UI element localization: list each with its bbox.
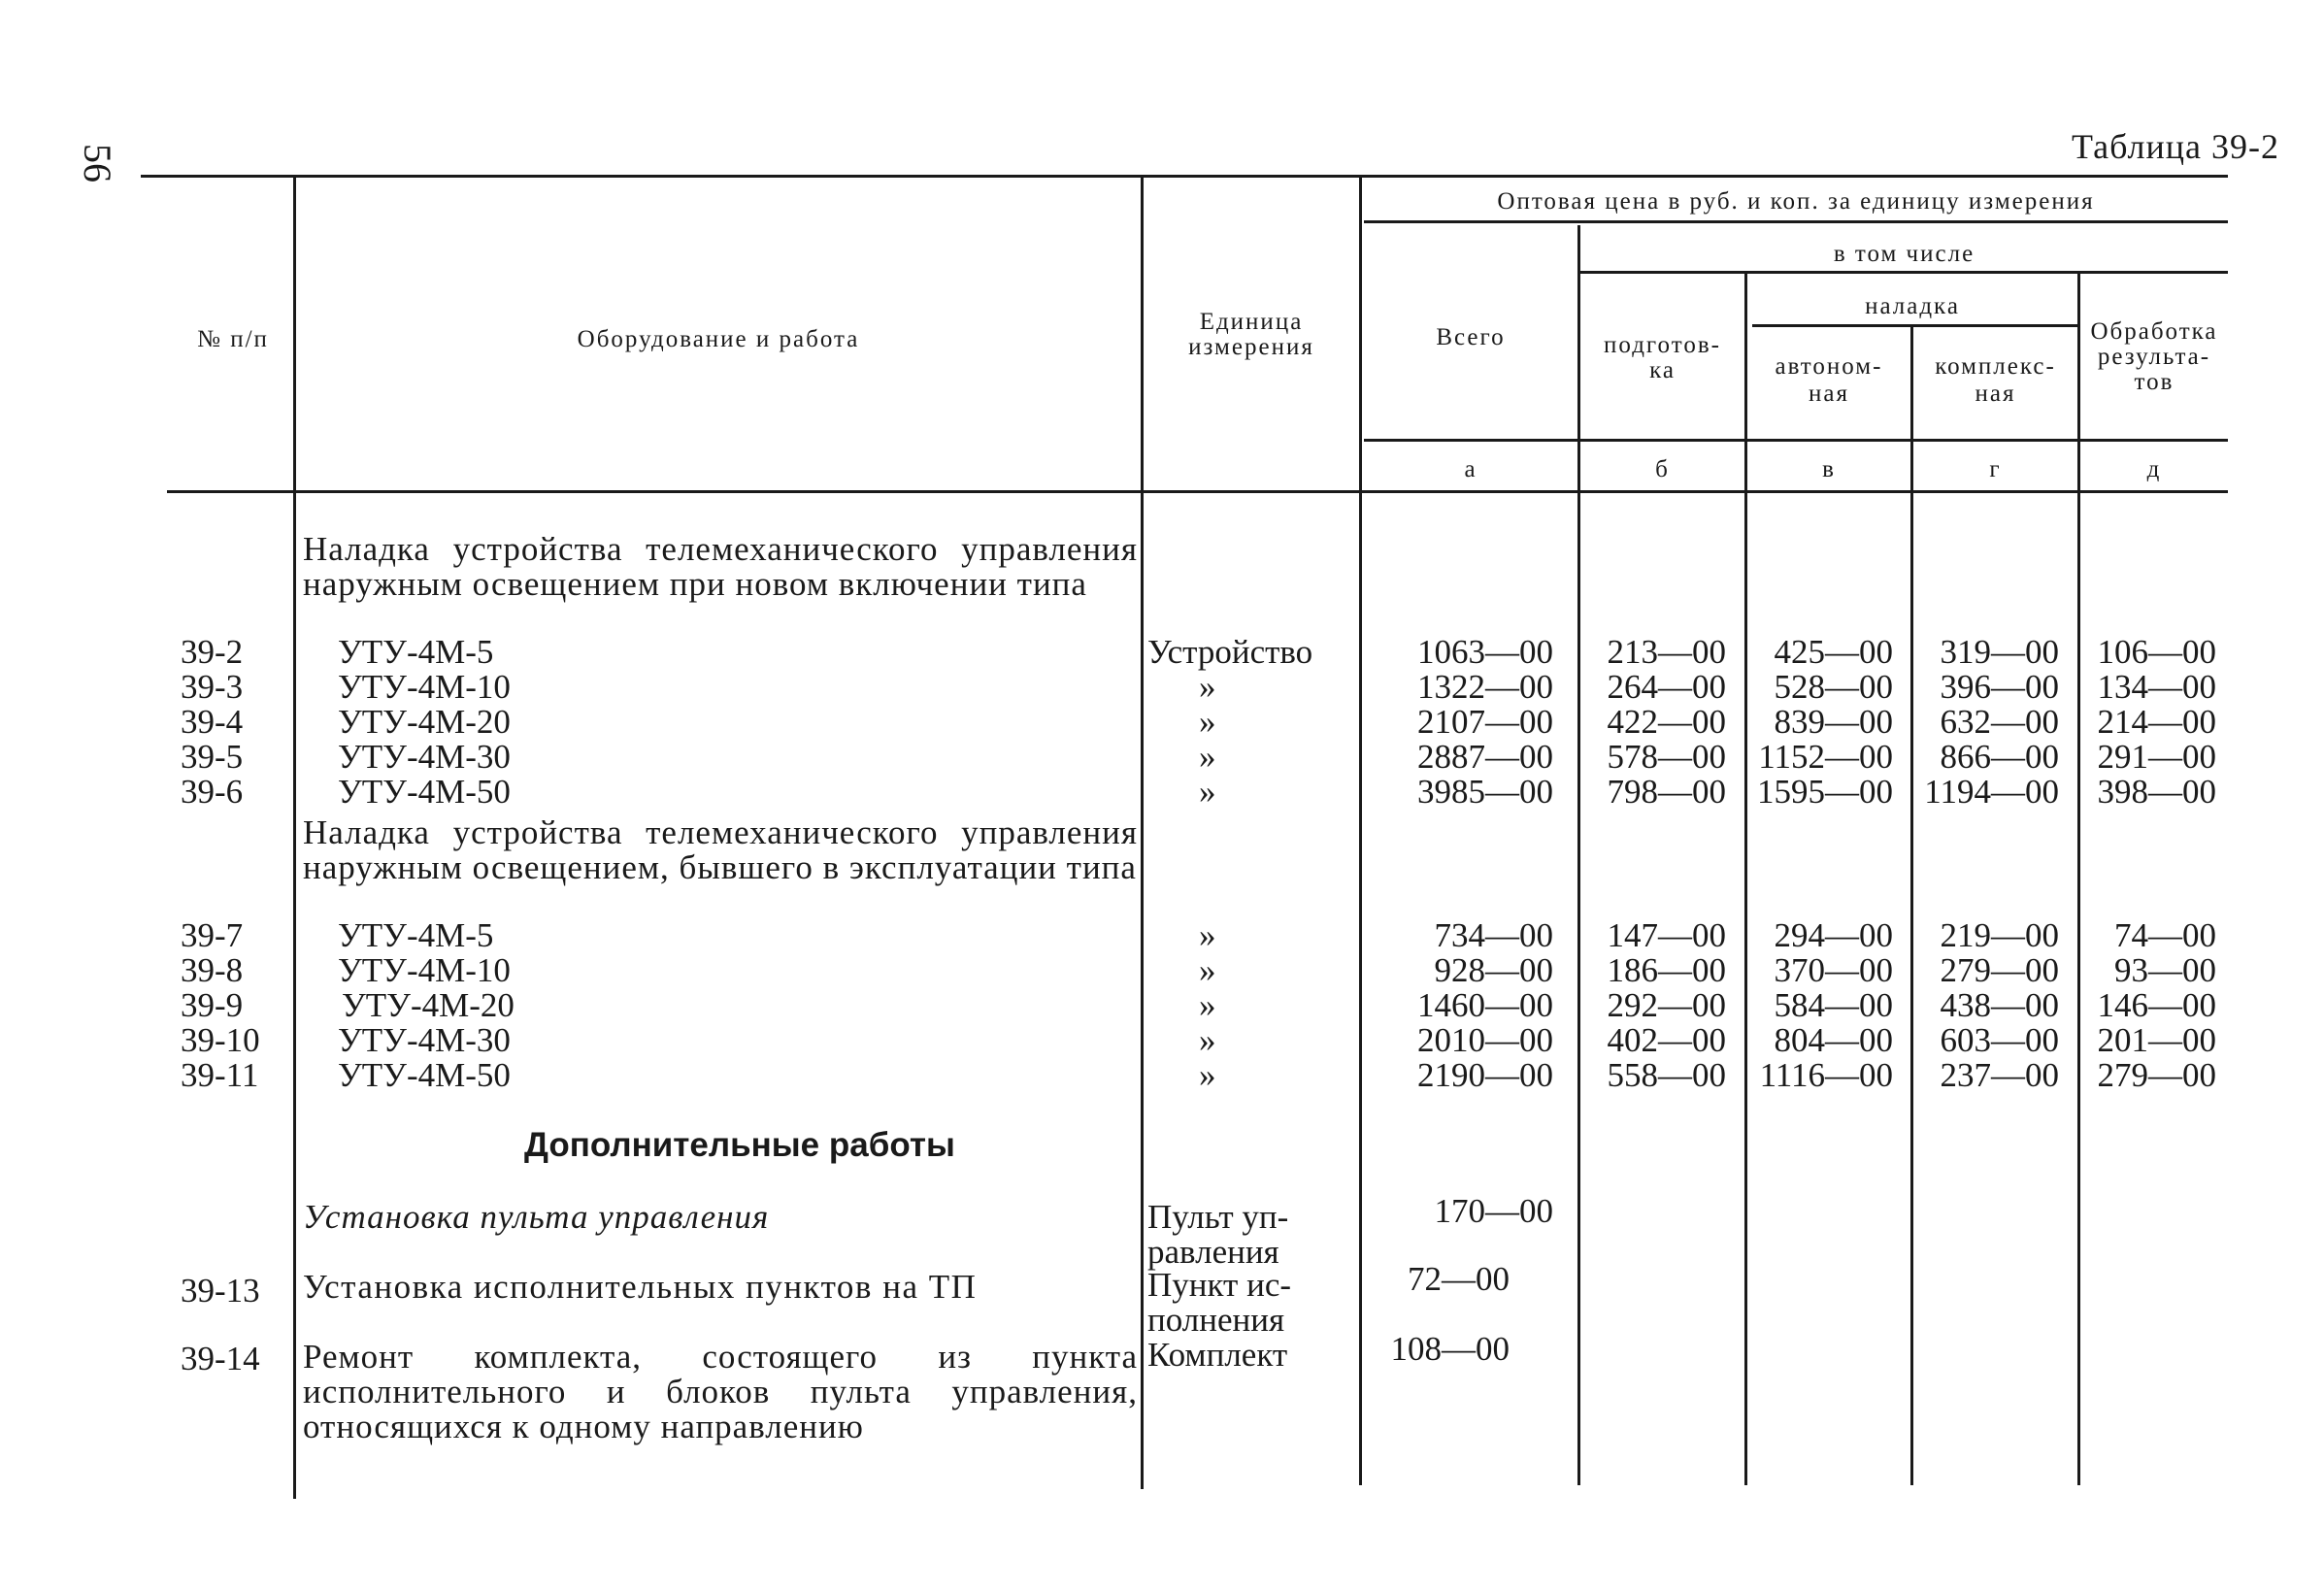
- header-letter-g: г: [1989, 456, 2002, 482]
- row-unit: »: [1199, 668, 1216, 706]
- col-line-3: [1359, 177, 1362, 1485]
- row-name: Установка исполнительных пунктов на ТП: [303, 1268, 978, 1306]
- header-auto-line1: автоном-: [1775, 353, 1883, 380]
- row-total: 1322—00: [1417, 668, 1553, 706]
- row-prep: 798—00: [1607, 773, 1726, 811]
- row-unit: »: [1199, 951, 1216, 989]
- row-unit-line2: полнения: [1147, 1301, 1285, 1339]
- col-line-2: [1141, 177, 1144, 1489]
- row-unit: Устройство: [1147, 633, 1313, 671]
- page-number: 56: [76, 144, 119, 182]
- row-name: УТУ-4М-30: [338, 738, 511, 776]
- row-no: 39-9: [181, 986, 244, 1024]
- row-prep: 422—00: [1607, 703, 1726, 741]
- row-name: УТУ-4М-10: [338, 951, 511, 989]
- row-name: УТУ-4М-10: [338, 668, 511, 706]
- row-total: 170—00: [1434, 1192, 1553, 1230]
- row-name: Ремонт комплекта, состоящего из пункта исполнительного и блоков пульта управления, относящихся к одному направлению: [303, 1338, 1138, 1445]
- row-complex: 438—00: [1940, 986, 2059, 1024]
- row-unit: »: [1199, 986, 1216, 1024]
- row-proc: 106—00: [2097, 633, 2216, 671]
- row-auto: 1595—00: [1757, 773, 1893, 811]
- letters-rule: [1364, 439, 2228, 442]
- row-no: 39-10: [181, 1021, 260, 1059]
- row-complex: 219—00: [1940, 916, 2059, 954]
- row-total: 72—00: [1408, 1260, 1510, 1298]
- row-unit-line2: равления: [1147, 1233, 1279, 1271]
- row-no: 39-13: [181, 1272, 260, 1310]
- header-proc-line1: Обработка: [2090, 318, 2218, 345]
- row-complex: 237—00: [1940, 1056, 2059, 1094]
- row-auto: 294—00: [1774, 916, 1893, 954]
- row-complex: 603—00: [1940, 1021, 2059, 1059]
- row-unit: »: [1199, 738, 1216, 776]
- row-prep: 264—00: [1607, 668, 1726, 706]
- row-no: 39-6: [181, 773, 244, 811]
- row-auto: 839—00: [1774, 703, 1893, 741]
- row-total: 1460—00: [1417, 986, 1553, 1024]
- header-complex-line1: комплекс-: [1935, 353, 2056, 380]
- row-prep: 292—00: [1607, 986, 1726, 1024]
- row-name: Установка пульта управления: [303, 1198, 770, 1236]
- row-complex: 1194—00: [1924, 773, 2059, 811]
- col-line-6: [1910, 327, 1913, 1485]
- row-proc: 134—00: [2097, 668, 2216, 706]
- row-prep: 578—00: [1607, 738, 1726, 776]
- header-proc-line3: тов: [2134, 369, 2175, 395]
- price-group-rule: [1364, 220, 2228, 223]
- header-price-group: Оптовая цена в руб. и коп. за единицу измерения: [1497, 188, 2095, 215]
- group1-title: Наладка устройства телемеханического управления наружным освещением при новом включении типа: [303, 530, 1138, 603]
- row-prep: 213—00: [1607, 633, 1726, 671]
- adjust-rule: [1752, 324, 2077, 327]
- header-including: в том числе: [1833, 241, 1975, 267]
- row-unit: »: [1199, 773, 1216, 811]
- row-unit-line1: Пункт ис-: [1147, 1266, 1292, 1304]
- row-unit: »: [1199, 1021, 1216, 1059]
- row-name: УТУ-4М-50: [338, 1056, 511, 1094]
- row-no: 39-11: [181, 1056, 259, 1094]
- header-letter-v: в: [1822, 456, 1836, 482]
- row-no: 39-14: [181, 1340, 260, 1377]
- row-unit-line1: Комплект: [1147, 1336, 1288, 1374]
- row-proc: 398—00: [2097, 773, 2216, 811]
- header-letter-d: д: [2146, 456, 2162, 482]
- row-prep: 558—00: [1607, 1056, 1726, 1094]
- row-complex: 866—00: [1940, 738, 2059, 776]
- header-proc-line2: результа-: [2097, 344, 2211, 370]
- header-letter-b: б: [1655, 456, 1670, 482]
- header-prep-line2: ка: [1649, 357, 1676, 383]
- row-total: 2107—00: [1417, 703, 1553, 741]
- header-auto-line2: ная: [1809, 381, 1849, 407]
- row-name: УТУ-4М-30: [338, 1021, 511, 1059]
- row-proc: 74—00: [2114, 916, 2216, 954]
- row-total: 3985—00: [1417, 773, 1553, 811]
- row-prep: 186—00: [1607, 951, 1726, 989]
- group2-title: Наладка устройства телемеханического управления наружным освещением, бывшего в эксплуатации типа: [303, 813, 1138, 886]
- table-top-rule: [141, 175, 2228, 178]
- row-name: УТУ-4М-5: [338, 916, 494, 954]
- row-total: 2887—00: [1417, 738, 1553, 776]
- row-proc: 201—00: [2097, 1021, 2216, 1059]
- row-auto: 528—00: [1774, 668, 1893, 706]
- row-no: 39-3: [181, 668, 244, 706]
- row-auto: 370—00: [1774, 951, 1893, 989]
- row-auto: 584—00: [1774, 986, 1893, 1024]
- row-no: 39-7: [181, 916, 244, 954]
- row-complex: 396—00: [1940, 668, 2059, 706]
- col-line-4: [1577, 225, 1580, 1485]
- header-total: Всего: [1436, 324, 1506, 350]
- row-proc: 93—00: [2114, 951, 2216, 989]
- row-auto: 1152—00: [1758, 738, 1893, 776]
- header-unit-line1: Единица: [1199, 309, 1304, 335]
- row-complex: 279—00: [1940, 951, 2059, 989]
- row-complex: 632—00: [1940, 703, 2059, 741]
- row-proc: 146—00: [2097, 986, 2216, 1024]
- row-proc: 291—00: [2097, 738, 2216, 776]
- row-name: УТУ-4М-20: [338, 703, 511, 741]
- row-total: 108—00: [1390, 1330, 1510, 1368]
- row-prep: 402—00: [1607, 1021, 1726, 1059]
- header-adjust: наладка: [1865, 293, 1960, 319]
- row-prep: 147—00: [1607, 916, 1726, 954]
- table-caption: Таблица 39-2: [2072, 127, 2279, 166]
- row-name: УТУ-4М-50: [338, 773, 511, 811]
- row-no: 39-5: [181, 738, 244, 776]
- row-proc: 279—00: [2097, 1056, 2216, 1094]
- section-title-extra: Дополнительные работы: [524, 1126, 955, 1164]
- header-complex-line2: ная: [1975, 381, 2016, 407]
- row-auto: 804—00: [1774, 1021, 1893, 1059]
- header-bottom-rule: [167, 490, 2228, 493]
- row-name: УТУ-4М-5: [338, 633, 494, 671]
- header-no: № п/п: [197, 326, 269, 352]
- row-total: 1063—00: [1417, 633, 1553, 671]
- row-unit: »: [1199, 703, 1216, 741]
- row-unit-line1: Пульт уп-: [1147, 1198, 1289, 1236]
- row-complex: 319—00: [1940, 633, 2059, 671]
- row-no: 39-4: [181, 703, 244, 741]
- row-total: 734—00: [1434, 916, 1553, 954]
- row-unit: »: [1199, 916, 1216, 954]
- row-total: 928—00: [1434, 951, 1553, 989]
- col-line-1: [293, 177, 296, 1499]
- row-no: 39-8: [181, 951, 244, 989]
- row-proc: 214—00: [2097, 703, 2216, 741]
- row-auto: 425—00: [1774, 633, 1893, 671]
- row-unit: »: [1199, 1056, 1216, 1094]
- header-letter-a: а: [1464, 456, 1477, 482]
- including-rule: [1577, 271, 2228, 274]
- row-total: 2010—00: [1417, 1021, 1553, 1059]
- row-total: 2190—00: [1417, 1056, 1553, 1094]
- header-equipment: Оборудование и работа: [577, 326, 860, 352]
- header-unit-line2: измерения: [1188, 334, 1314, 360]
- row-auto: 1116—00: [1759, 1056, 1893, 1094]
- row-no: 39-2: [181, 633, 244, 671]
- row-name: УТУ-4М-20: [342, 986, 515, 1024]
- header-prep-line1: подготов-: [1604, 332, 1721, 358]
